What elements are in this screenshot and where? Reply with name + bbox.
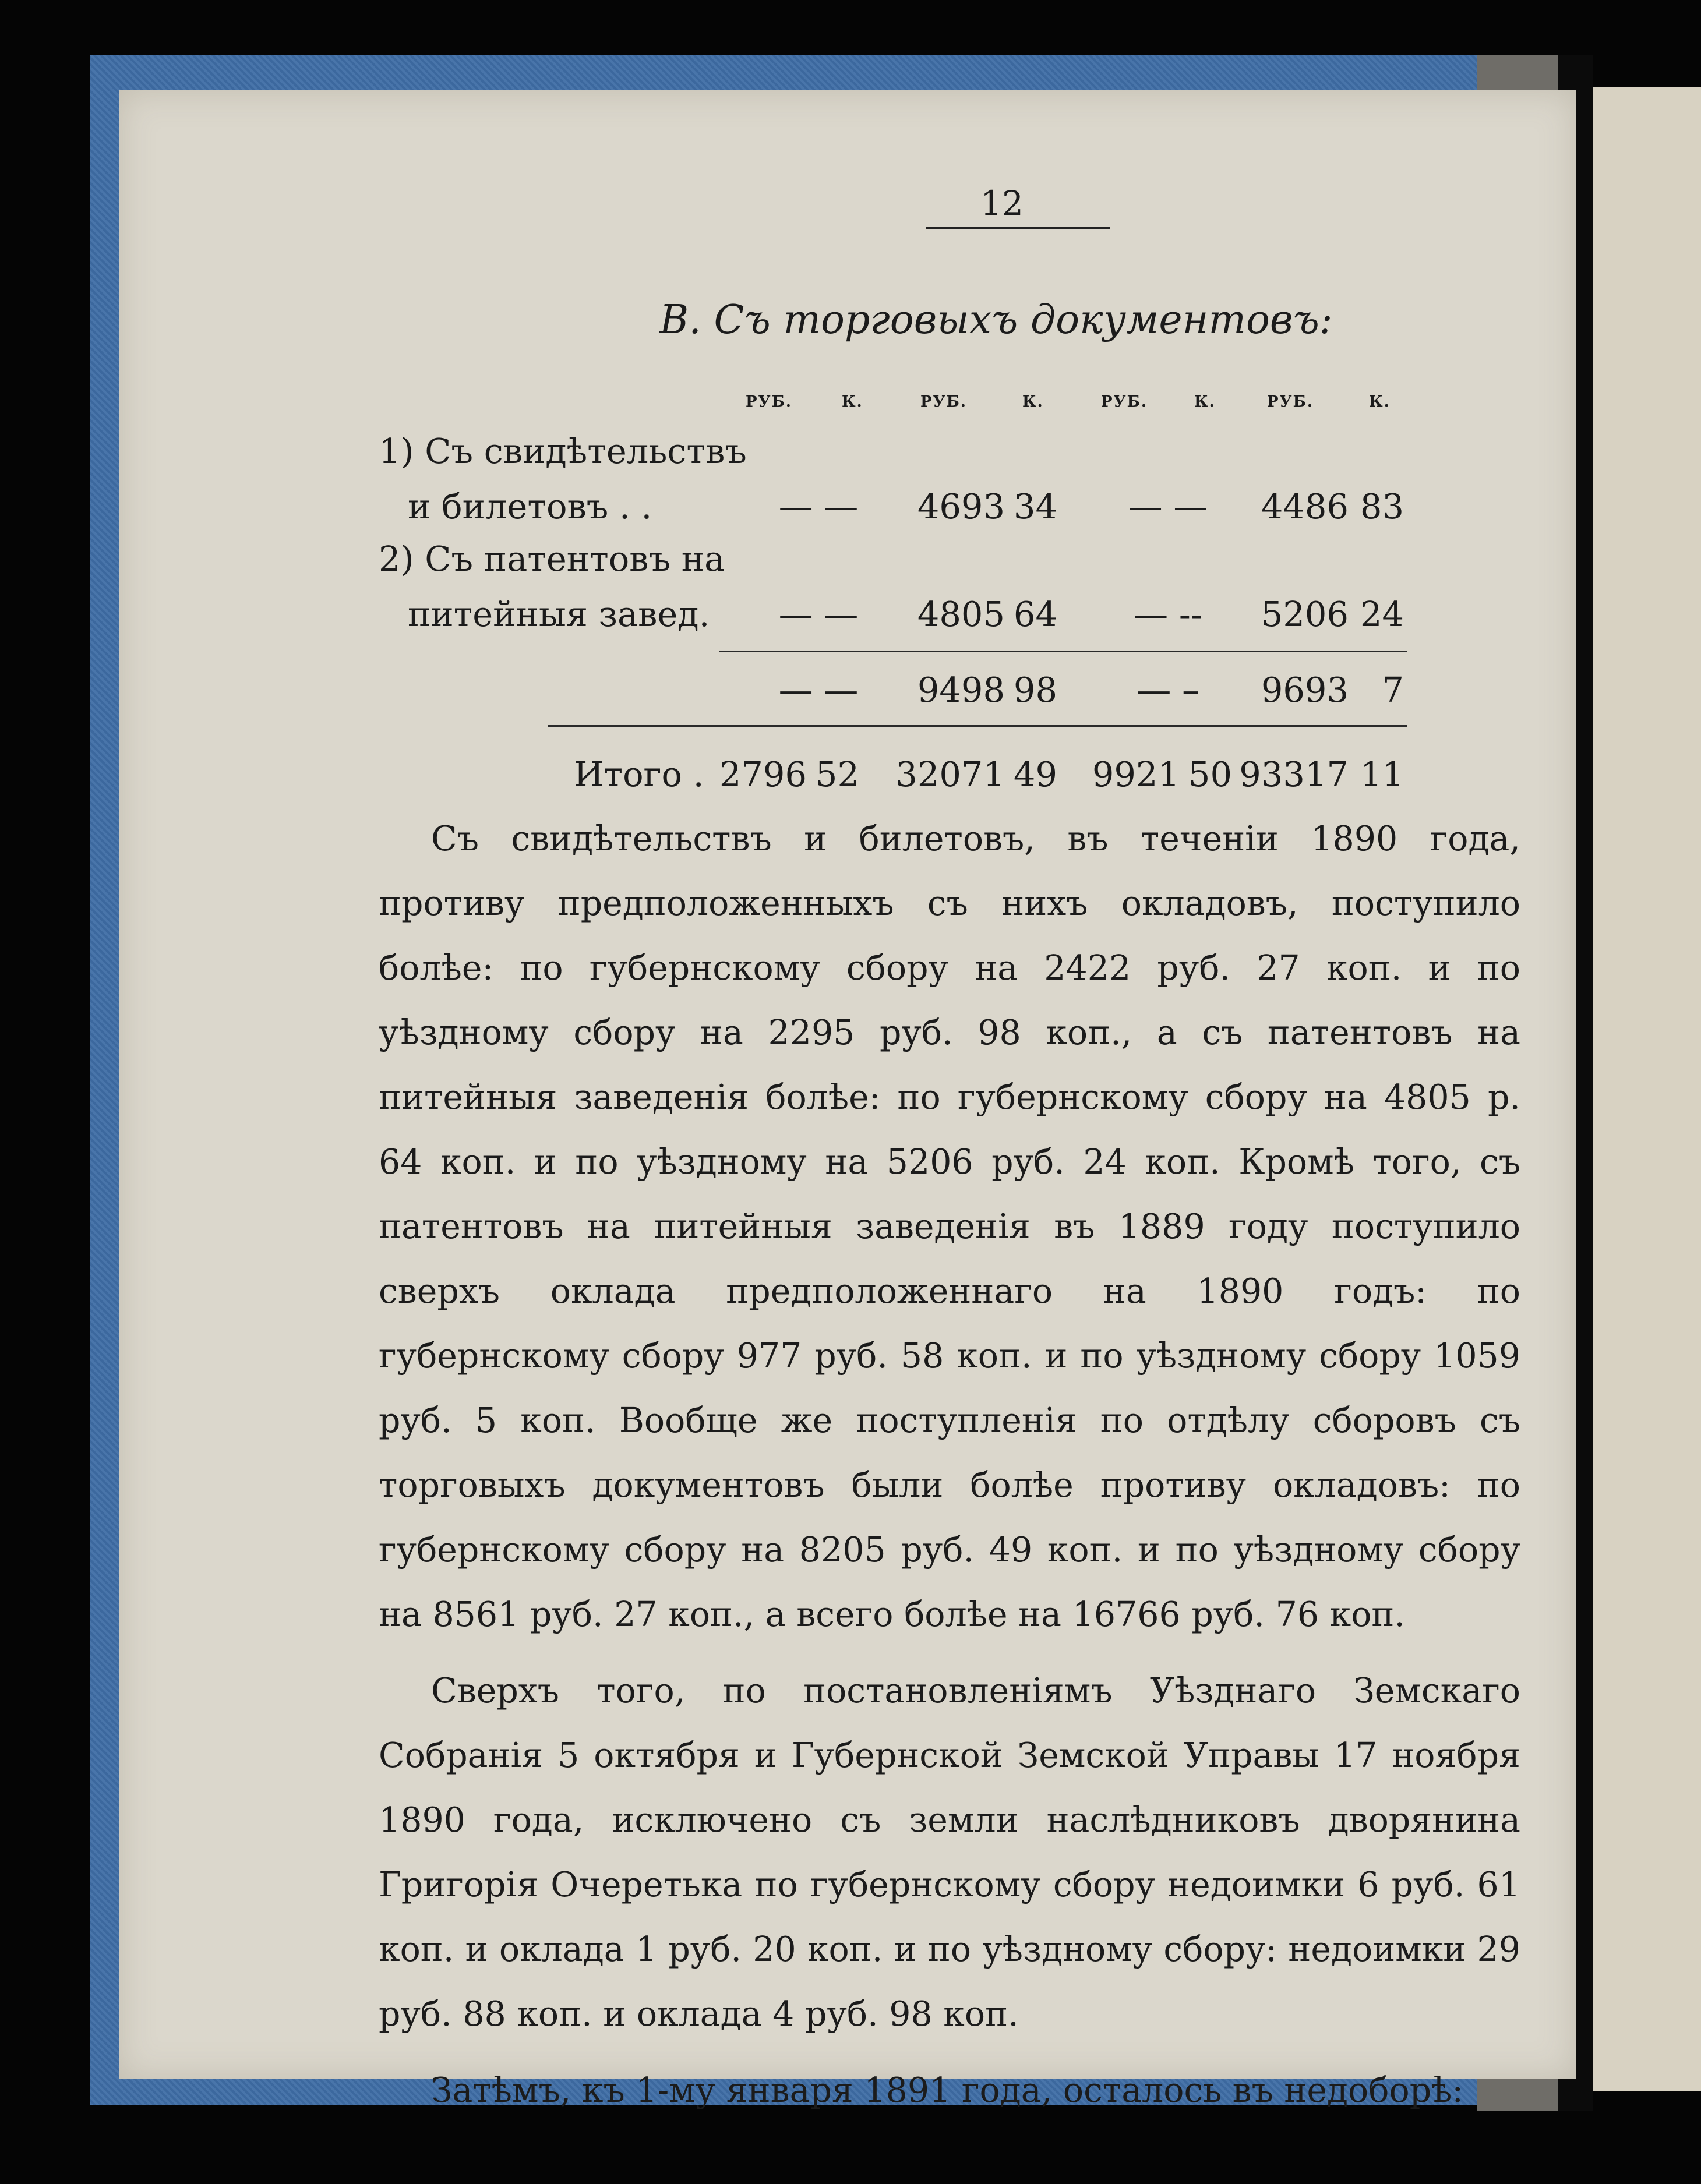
- subtotal-col-1-dash: — —: [778, 670, 859, 710]
- total-col-1-rub: 2796: [719, 754, 807, 794]
- subtotal-col-4-kop: 7: [1382, 670, 1404, 710]
- subtotal-col-4-rub: 9693: [1261, 670, 1349, 710]
- subtotal-rule: [719, 651, 1407, 652]
- col-header-1-rub: РУБ.: [746, 393, 792, 411]
- subtotal-col-2-kop: 98: [1013, 670, 1057, 710]
- col-header-1-kop: К.: [842, 393, 863, 411]
- body-text: [379, 807, 1520, 2123]
- total-col-4-rub: 93317: [1239, 754, 1349, 794]
- total-col-4-kop: 11: [1360, 754, 1404, 794]
- col-header-3-kop: К.: [1194, 393, 1216, 411]
- col-header-4-rub: РУБ.: [1267, 393, 1314, 411]
- page-number-underline: [926, 227, 1110, 229]
- total-col-3-rub: 9921: [1092, 754, 1180, 794]
- row-2-label-line2: питейныя завед.: [408, 594, 710, 634]
- document-page: [119, 90, 1576, 2110]
- row-1-col-1-dash: — —: [778, 486, 859, 526]
- total-col-1-kop: 52: [815, 754, 859, 794]
- paragraph-3: Затѣмъ, къ 1-му января 1891 года, осталось въ недоборѣ:: [431, 2070, 1464, 2110]
- paragraph-2: Сверхъ того, по постановленіямъ Уѣзднаго Земскаго Собранія 5 октября и Губернской Земской Управы 17 ноября 1890 года, исключено съ земли наслѣдниковъ дворянина Григорія Очеретька по губернскому сбору недоимки 6 руб. 61 коп. и оклада 1 руб. 20 коп. и по уѣздному сбору: недоимки 29 руб. 88 коп. и оклада 4 руб. 98 коп.: [379, 1671, 1520, 2034]
- row-2-col-1-dash: — —: [778, 594, 859, 634]
- total-col-2-rub: 32071: [895, 754, 1005, 794]
- row-1-col-3-dash: — —: [1128, 486, 1208, 526]
- section-heading: В. Съ торговыхъ документовъ:: [659, 297, 1333, 343]
- col-header-2-rub: РУБ.: [920, 393, 967, 411]
- row-2-col-4-kop: 24: [1360, 594, 1404, 634]
- row-1-col-2-rub: 4693: [917, 486, 1005, 526]
- col-header-2-kop: К.: [1022, 393, 1044, 411]
- subtotal-col-3-dash: — –: [1137, 670, 1199, 710]
- subtotal-col-2-rub: 9498: [917, 670, 1005, 710]
- row-1-label-line1: 1) Съ свидѣтельствъ: [379, 431, 747, 471]
- row-1-col-4-rub: 4486: [1261, 486, 1349, 526]
- row-1-col-2-kop: 34: [1013, 486, 1057, 526]
- row-2-col-3-dash: — --: [1134, 594, 1202, 634]
- row-2-col-2-kop: 64: [1013, 594, 1057, 634]
- page-number: 12: [980, 183, 1024, 223]
- row-2-col-2-rub: 4805: [917, 594, 1005, 634]
- facing-page-edge: [1593, 87, 1701, 2091]
- row-1-col-4-kop: 83: [1360, 486, 1404, 526]
- row-2-col-4-rub: 5206: [1261, 594, 1349, 634]
- row-2-label-line1: 2) Съ патентовъ на: [379, 539, 725, 579]
- total-col-3-kop: 50: [1188, 754, 1232, 794]
- col-header-4-kop: К.: [1369, 393, 1391, 411]
- paragraph-1: Съ свидѣтельствъ и билетовъ, въ теченіи 1890 года, противу предположенныхъ съ нихъ окладовъ, поступило болѣе: по губернскому сбору на 2422 руб. 27 коп. и по уѣздному сбору на 2295 руб. 98 коп., а съ патентовъ на питейныя заведенія болѣе: по губернскому сбору на 4805 р. 64 коп. и по уѣздному на 5206 руб. 24 коп. Кромѣ того, съ патентовъ на питейныя заведенія въ 1889 году поступило сверхъ оклада предположеннаго на 1890 годъ: по губернскому сбору 977 руб. 58 коп. и по уѣздному сбору 1059 руб. 5 коп. Вообще же поступленія по отдѣлу сборовъ съ торговыхъ документовъ были болѣе противу окладовъ: по губернскому сбору на 8205 руб. 49 коп. и по уѣздному сбору на 8561 руб. 27 коп., а всего болѣе на 16766 руб. 76 коп.: [379, 819, 1520, 1634]
- row-1-label-line2: и билетовъ . .: [408, 486, 652, 526]
- total-rule: [548, 725, 1407, 727]
- total-label: Итого .: [574, 754, 704, 794]
- total-col-2-kop: 49: [1013, 754, 1057, 794]
- col-header-3-rub: РУБ.: [1101, 393, 1148, 411]
